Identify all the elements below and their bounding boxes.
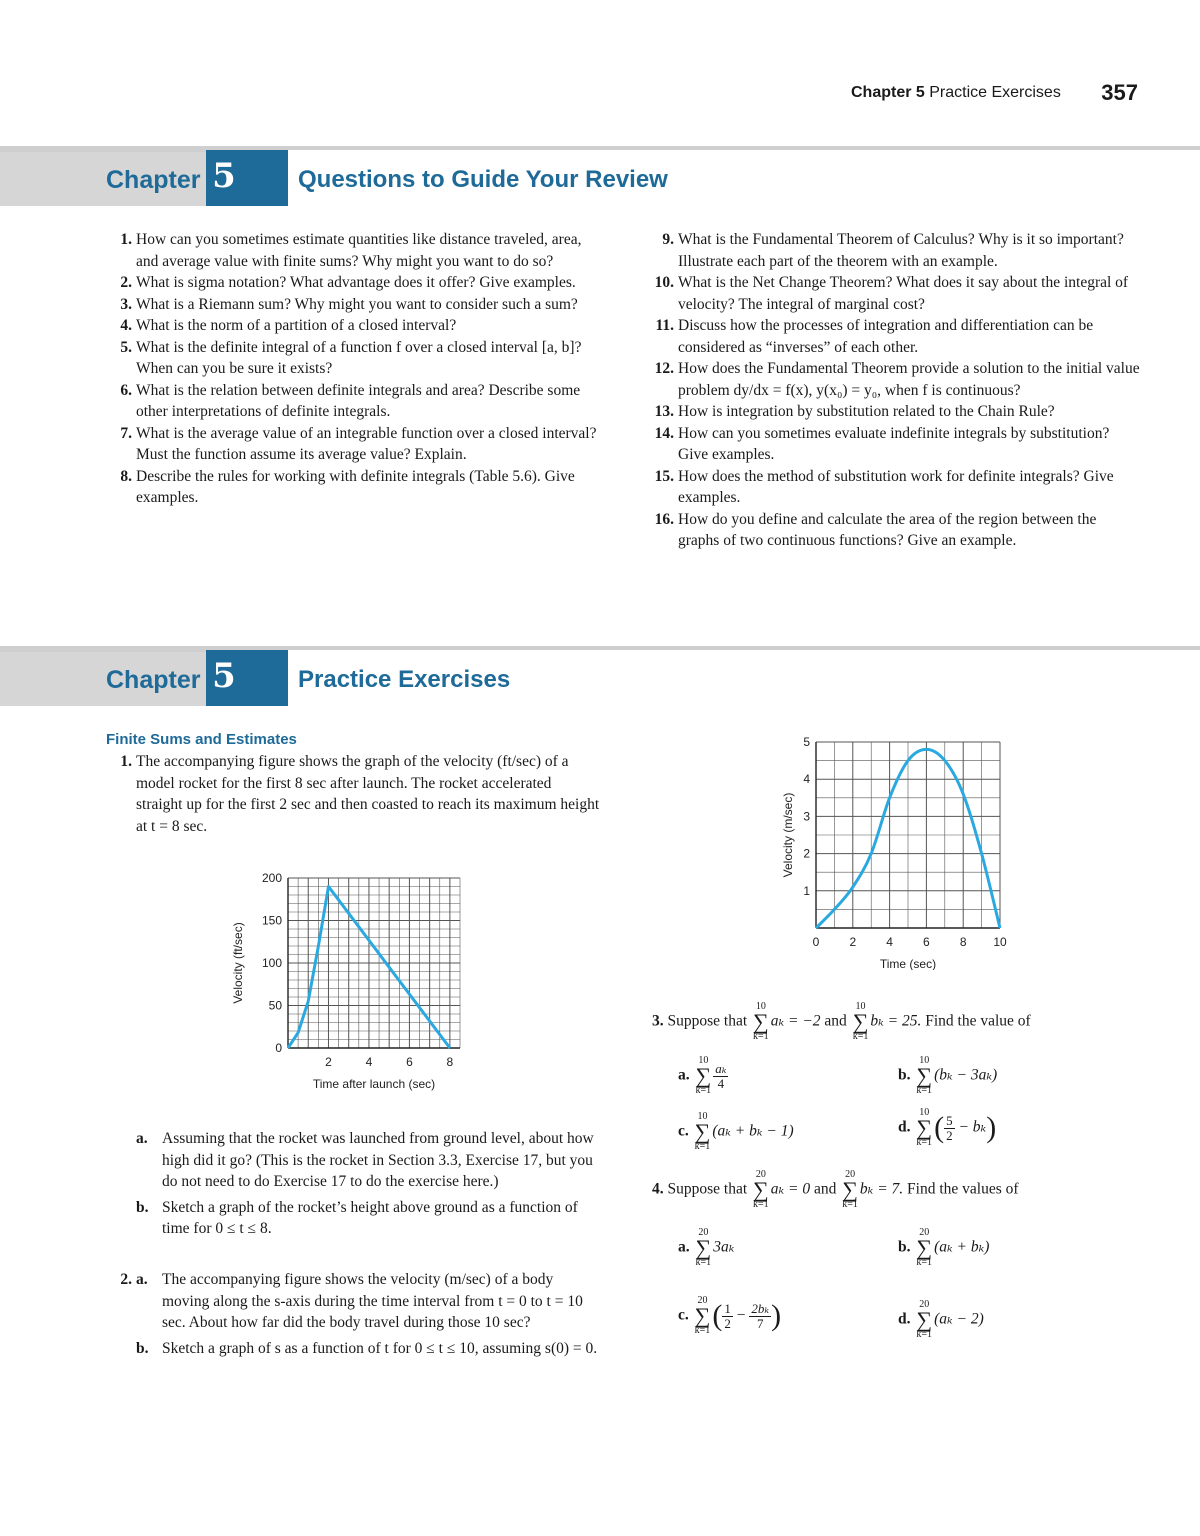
y-tick-label: 150	[261, 913, 282, 928]
page-number: 357	[1101, 80, 1138, 105]
exercise-4d: d. 20 ∑ k=1(aₖ − 2)	[898, 1299, 984, 1340]
x-tick-label: 2	[325, 1055, 332, 1069]
exercise-3c: c. 10 ∑ k=1(aₖ + bₖ − 1)	[678, 1111, 794, 1152]
y-axis-label: Velocity (m/sec)	[781, 792, 795, 878]
review-question: 1. How can you sometimes estimate quantities like distance traveled, area, and average value with finite sums? Why might you want to do so?	[120, 231, 582, 270]
review-question: 6. What is the relation between definite integrals and area? Describe some other interpretations of definite integrals.	[120, 381, 581, 420]
x-tick-label: 4	[365, 1055, 373, 1069]
x-tick-label: 10	[993, 935, 1007, 949]
exercise-1-text: The accompanying figure shows the graph of the velocity (ft/sec) of a model rocket for the first 8 sec after launch. The rocket accelerated straight up for the first 2 sec and then coasted to reach its maximum height at t = 8 sec.	[136, 753, 600, 835]
exercise-3b: b. 10 ∑ k=1(bₖ − 3aₖ)	[898, 1055, 998, 1096]
review-question: 12. How does the Fundamental Theorem provide a solution to the initial value problem dy/dx = f(x), y(x₀) = y₀, when f is continuous?	[654, 360, 1140, 399]
exercise-3a: a. 10 ∑ k=1 $\frac{\text{aₖ}}{4}$	[678, 1055, 727, 1096]
exercise-1b: b. Sketch a graph of the rocket’s height above ground as a function of time for 0 ≤ t ≤ 8.	[136, 1198, 578, 1237]
x-tick-label: 6	[406, 1055, 413, 1069]
exercise-4b: b. 20 ∑ k=1(aₖ + bₖ)	[898, 1227, 990, 1268]
running-head-section: Practice Exercises	[929, 84, 1061, 101]
exercise-3: 3. Suppose that 10 ∑ k=1aₖ = −2 and 10 ∑ k=1bₖ = 25. Find the value of	[652, 1001, 1031, 1042]
sigma-symbol: 10 ∑ k=1	[753, 1001, 769, 1042]
y-tick-label: 50	[268, 998, 282, 1013]
exercise-4c: c. 20 ∑ k=1( $\frac{1}{2}$ − $\frac{\text{2bₖ}}{7}$ )	[678, 1295, 782, 1336]
x-tick-label: 4	[886, 935, 893, 949]
practice-banner	[0, 646, 1200, 706]
exercise-2-number: 2.	[120, 1271, 132, 1288]
practice-chapter-number-box	[206, 650, 288, 706]
review-question: 4. What is the norm of a partition of a closed interval?	[120, 317, 457, 334]
review-questions-right	[646, 229, 1140, 552]
review-banner	[0, 146, 1200, 206]
y-tick-label: 1	[803, 883, 810, 898]
running-head-text: Chapter 5	[850, 84, 925, 101]
exercise-1-parts	[136, 1128, 600, 1240]
review-chapter-number-box	[206, 150, 288, 206]
rocket-velocity-chart	[226, 866, 476, 1098]
review-question: 10. What is the Net Change Theorem? What does it say about the integral of velocity? The integral of marginal cost?	[654, 274, 1129, 313]
review-question: 11. Discuss how the processes of integration and differentiation can be considered as “inverses” of each other.	[655, 317, 1094, 356]
y-tick-label: 100	[261, 956, 282, 970]
y-tick-label: 4	[803, 772, 810, 787]
x-axis-label: Time after launch (sec)	[312, 1077, 436, 1091]
exercise-1: 1. The accompanying figure shows the graph of the velocity (ft/sec) of a model rocket for the first 8 sec after launch. The rocket accelerated straight up for the first 2 sec and then coasted to reach its maximum height at t = 8 sec.	[120, 753, 600, 835]
review-question: 3. What is a Riemann sum? Why might you want to consider such a sum?	[120, 295, 578, 313]
exercise-4a: a. 20 ∑ k=13aₖ	[678, 1227, 735, 1268]
practice-title: Practice Exercises	[298, 666, 511, 693]
exercise-2	[106, 1269, 600, 1359]
y-tick-label: 5	[803, 735, 810, 749]
review-question: 15. How does the method of substitution work for definite integrals? Give examples.	[654, 467, 1114, 506]
review-question: 8. Describe the rules for working with definite integrals (Table 5.6). Give examples.	[120, 467, 575, 506]
review-question: 5. What is the definite integral of a function f over a closed interval [a, b]? When can you be sure it exists?	[120, 338, 582, 377]
x-tick-label: 2	[849, 935, 857, 949]
subsection-heading: Finite Sums and Estimates	[106, 731, 297, 748]
exercise-2b: b. Sketch a graph of s as a function of t for 0 ≤ t ≤ 10, assuming s(0) = 0.	[136, 1339, 598, 1357]
review-question: 16. How do you define and calculate the area of the region between the graphs of two continuous functions? Give an example.	[654, 510, 1097, 549]
y-tick-label: 2	[803, 846, 810, 861]
exercise-3d: d. 10 ∑ k=1( $\frac{5}{2}$ − bₖ)	[898, 1107, 997, 1148]
practice-chapter-number: 5	[212, 656, 236, 696]
review-questions-left	[106, 229, 600, 509]
x-tick-label: 6	[923, 935, 930, 949]
sigma-symbol: 20 ∑ k=1	[842, 1169, 858, 1210]
review-question: 9. What is the Fundamental Theorem of Calculus? Why is it so important? Illustrate each part of the theorem with an example.	[662, 231, 1124, 270]
exercise-4: 4. Suppose that 20 ∑ k=1aₖ = 0 and 20 ∑ k=1bₖ = 7. Find the values of	[652, 1169, 1019, 1210]
review-question: 13. How is integration by substitution related to the Chain Rule?	[654, 403, 1055, 420]
x-tick-label: 0	[812, 935, 820, 949]
y-tick-label: 200	[261, 871, 282, 885]
review-question: 2. What is sigma notation? What advantage does it offer? Give examples.	[120, 274, 576, 291]
practice-chapter-word: Chapter	[106, 666, 201, 694]
body-velocity-chart	[770, 730, 1030, 970]
exercise-2a: a. The accompanying figure shows the velocity (m/sec) of a body moving along the s-axis during the time interval from t = 0 to t = 10 sec. About how far did the body travel during those 10 sec?	[136, 1271, 583, 1331]
review-question: 7. What is the average value of an integrable function over a closed interval? Must the function assume its average value? Explain.	[120, 424, 597, 463]
review-title: Questions to Guide Your Review	[298, 166, 668, 193]
x-axis-label: Time (sec)	[879, 957, 937, 970]
y-tick-label: 0	[275, 1041, 282, 1055]
running-head	[851, 80, 1138, 106]
review-chapter-number: 5	[212, 156, 236, 196]
x-tick-label: 8	[446, 1055, 454, 1069]
sigma-symbol: 10 ∑ k=1	[852, 1001, 869, 1042]
sigma-symbol: 20 ∑ k=1	[753, 1169, 769, 1210]
x-tick-label: 8	[959, 935, 967, 949]
review-chapter-word: Chapter	[106, 166, 201, 194]
y-tick-label: 3	[803, 809, 810, 824]
exercise-1a: a. Assuming that the rocket was launched from ground level, about how high did it go? (This is the rocket in Section 3.3, Exercise 17, but you do not need to do Exercise 17 to do the exercise here.)	[136, 1130, 594, 1190]
y-axis-label: Velocity (ft/sec)	[231, 922, 245, 1004]
review-question: 14. How can you sometimes evaluate indefinite integrals by substitution? Give examples.	[654, 424, 1110, 463]
